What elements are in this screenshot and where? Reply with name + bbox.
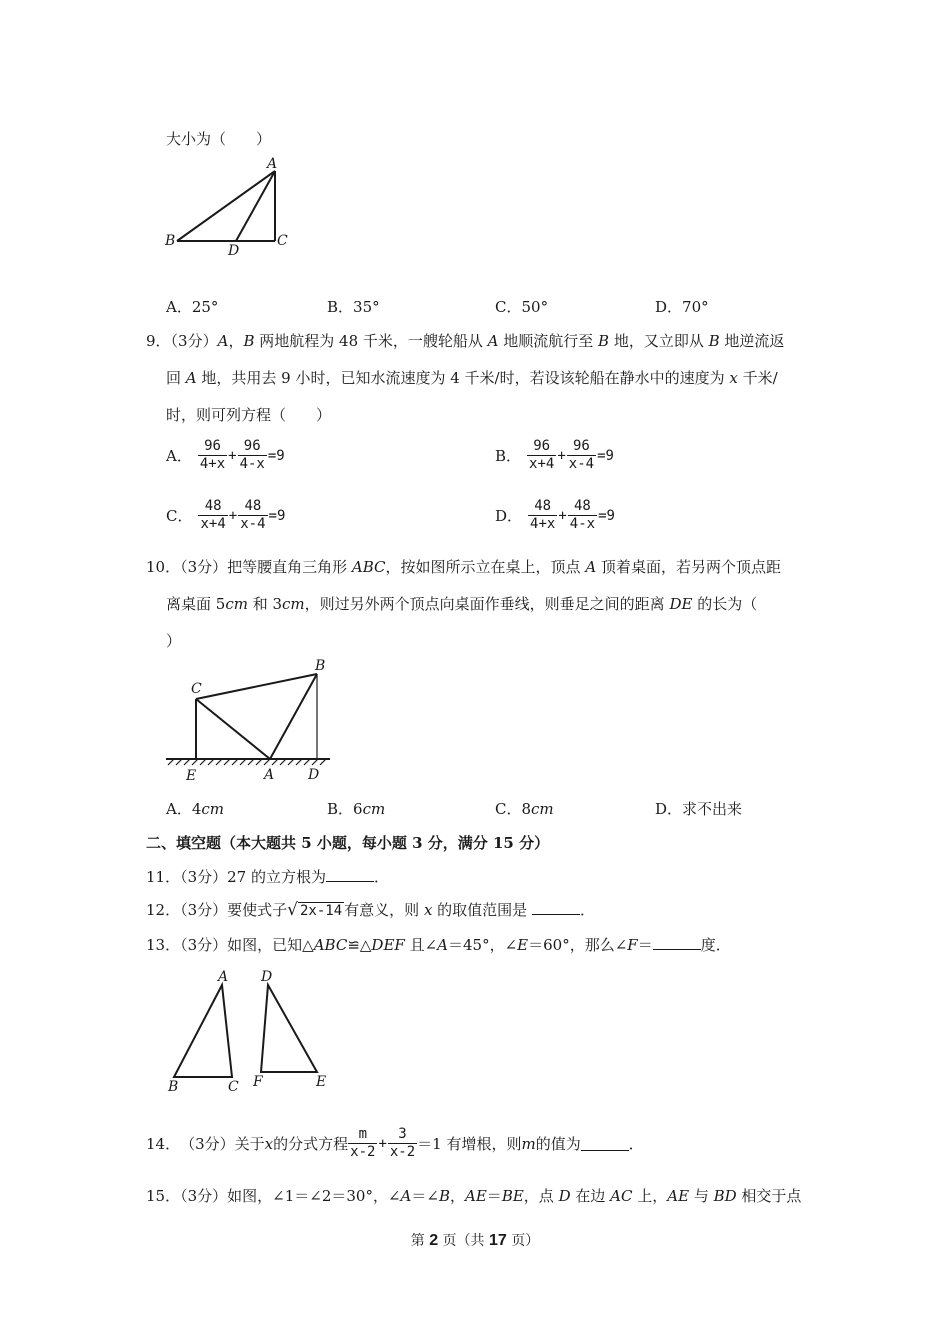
rhs: =9	[598, 507, 615, 524]
text: ．	[579, 901, 595, 919]
option-key: C．	[166, 507, 193, 525]
var: A	[217, 332, 229, 350]
q9-option-d[interactable]	[495, 498, 616, 533]
question-number: 14．	[146, 1135, 181, 1153]
option-key: B．	[495, 447, 522, 465]
option-key: A．	[166, 447, 192, 465]
var: A	[437, 936, 448, 954]
option-value: 求不出来	[682, 800, 743, 818]
question-number: 12．	[146, 901, 181, 919]
page-total: 17	[489, 1232, 507, 1249]
page-number: 2	[429, 1232, 439, 1249]
denominator: x+4	[200, 516, 226, 532]
plus: +	[228, 507, 238, 524]
fraction	[527, 438, 556, 473]
q13-triangle-abc	[174, 985, 232, 1077]
numerator: 96	[198, 438, 227, 456]
text: 要使式子	[227, 901, 288, 919]
text: 地，又立即从	[609, 332, 709, 350]
q10-label-a: A	[264, 767, 275, 783]
text: ＝∠	[411, 1187, 439, 1205]
question-score: （3分）	[170, 332, 218, 350]
option-text: 50°	[521, 298, 549, 316]
text: ≌△	[347, 936, 372, 954]
var: A	[185, 369, 197, 387]
unit: cm	[225, 595, 248, 613]
numerator: m	[348, 1126, 377, 1144]
denominator: x-4	[568, 456, 595, 472]
answer-blank[interactable]	[653, 948, 701, 950]
denominator: 4+x	[530, 516, 556, 532]
q10-seg-ab	[270, 674, 317, 759]
q8-label-c: C	[277, 233, 288, 249]
q14-line	[146, 1126, 644, 1161]
var: AE	[465, 1187, 487, 1205]
text: ＝45°，∠	[448, 936, 518, 954]
question-number: 15．	[146, 1187, 181, 1205]
question-number: 13．	[146, 936, 181, 954]
option-unit: cm	[201, 800, 225, 818]
fraction	[348, 1126, 377, 1161]
q13-label-b: B	[168, 1079, 179, 1095]
q13-triangle-def	[261, 985, 317, 1072]
text: 有意义，则	[344, 901, 424, 919]
question-score: （3分）	[180, 901, 228, 919]
text: 上，	[632, 1187, 668, 1205]
option-value: 6	[353, 800, 363, 818]
var: B	[708, 332, 720, 350]
rhs: =9	[268, 507, 286, 524]
rhs: =9	[597, 447, 614, 464]
option-unit: cm	[362, 800, 386, 818]
q9-line-2	[166, 367, 778, 388]
q8-seg-ad	[236, 171, 275, 241]
text: ，	[449, 1187, 465, 1205]
question-score: （3分）	[180, 936, 228, 954]
q8-option-b[interactable]	[327, 296, 380, 317]
rhs: =9	[267, 447, 285, 464]
q13-line	[146, 934, 731, 955]
q10-seg-cb	[196, 674, 317, 699]
var: D	[558, 1187, 571, 1205]
var: A	[400, 1187, 412, 1205]
var: BD	[713, 1187, 737, 1205]
question-score: （3分）	[180, 868, 228, 886]
question-number: 11．	[146, 868, 181, 886]
var: B	[598, 332, 610, 350]
var: BE	[501, 1187, 524, 1205]
answer-blank[interactable]	[581, 1149, 629, 1151]
radicand: 2x-14	[300, 903, 343, 919]
q15-line	[146, 1185, 801, 1206]
option-key: D．	[655, 800, 683, 818]
var: DEF	[371, 936, 405, 954]
text: 的长为（	[692, 595, 758, 613]
numerator: 3	[388, 1126, 417, 1144]
q8-option-d[interactable]	[655, 296, 709, 317]
option-key: C．	[495, 800, 522, 818]
question-score: （3分）	[180, 1187, 228, 1205]
text: ，按如图所示立在桌上，顶点	[385, 558, 586, 576]
q10-label-e: E	[186, 768, 197, 784]
q8-label-a: A	[267, 156, 278, 172]
option-key: B．	[327, 800, 354, 818]
plus: +	[228, 447, 237, 464]
text: 地顺流航行至	[498, 332, 599, 350]
q9-option-b[interactable]	[495, 438, 615, 473]
text: ＝60°，那么∠	[528, 936, 628, 954]
option-key: B．	[327, 298, 354, 316]
q8-triangle-figure	[160, 155, 295, 260]
fraction	[567, 438, 596, 473]
var: ABC	[313, 936, 348, 954]
text: 地逆流返	[719, 332, 785, 350]
fraction	[568, 498, 597, 533]
var: ABC	[351, 558, 386, 576]
page-footer	[0, 1230, 950, 1250]
option-key: D．	[655, 298, 683, 316]
q10-line-3: ）	[166, 632, 182, 650]
var: x	[729, 369, 738, 387]
var: DE	[669, 595, 693, 613]
q8-option-a[interactable]	[166, 296, 218, 317]
text: 在边	[570, 1187, 611, 1205]
numerator: 48	[238, 498, 267, 516]
var: A	[585, 558, 597, 576]
q10-line-2	[166, 593, 757, 614]
plus: +	[378, 1135, 387, 1152]
q10-label-b: B	[315, 658, 326, 674]
text: ，点	[523, 1187, 559, 1205]
denominator: 4-x	[239, 456, 265, 472]
q10-triangle-figure	[160, 655, 340, 785]
text: 地，共用去 9 小时，已知水流速度为 4 千米/时，若设该轮船在静水中的速度为	[196, 369, 730, 387]
q11-line	[146, 866, 389, 887]
var: A	[487, 332, 499, 350]
q8-option-c[interactable]	[495, 296, 548, 317]
denominator: 4-x	[569, 516, 596, 532]
text: 页（共	[438, 1233, 489, 1249]
numerator: 48	[198, 498, 227, 516]
text: ＝	[637, 936, 653, 954]
section-2-title: 二、填空题（本大题共 5 小题，每小题 3 分，满分 15 分）	[146, 834, 550, 852]
q13-label-a: A	[218, 969, 229, 985]
text: 相交于点	[736, 1187, 802, 1205]
text: 千米/	[737, 369, 778, 387]
option-text: 25°	[191, 298, 219, 316]
text: 的分式方程	[273, 1135, 349, 1153]
question-score: （3分）	[180, 1135, 235, 1153]
numerator: 96	[238, 438, 267, 456]
denominator: x+4	[529, 456, 555, 472]
q9-line-1	[146, 330, 784, 351]
option-key: A．	[166, 800, 192, 818]
var: B	[438, 1187, 450, 1205]
q13-label-e: E	[316, 1074, 327, 1090]
text: 第	[410, 1233, 430, 1249]
var: x	[423, 901, 433, 919]
var: AE	[667, 1187, 690, 1205]
fraction	[198, 498, 227, 533]
text: 和 3	[247, 595, 283, 613]
sqrt-sign: √	[287, 900, 298, 920]
q10-option-b[interactable]	[327, 798, 385, 819]
text: ＝	[486, 1187, 502, 1205]
text: ，则过另外两个顶点向桌面作垂线，则垂足之间的距离	[304, 595, 670, 613]
q13-label-c: C	[228, 1079, 239, 1095]
option-key: A．	[166, 298, 192, 316]
text: 的取值范围是	[432, 901, 532, 919]
text: 回	[166, 369, 186, 387]
numerator: 48	[568, 498, 597, 516]
text: 把等腰直角三角形	[227, 558, 352, 576]
text: 顶着桌面，若另两个顶点距	[596, 558, 781, 576]
answer-blank[interactable]	[532, 913, 580, 915]
text: 离桌面 5	[166, 595, 226, 613]
text: 27 的立方根为	[227, 868, 326, 886]
option-value: 4	[191, 800, 202, 818]
option-text: 35°	[353, 298, 380, 316]
question-number: 9．	[146, 332, 171, 350]
q12-line	[146, 899, 595, 920]
q10-label-d: D	[308, 767, 320, 783]
text: 页）	[506, 1233, 540, 1249]
option-key: D．	[495, 507, 523, 525]
q8-stem-tail: 大小为（ ）	[166, 130, 272, 148]
text: 关于	[234, 1135, 265, 1153]
text: 且∠	[404, 936, 438, 954]
q13-triangles-figure	[160, 965, 340, 1100]
question-score: （3分）	[180, 558, 228, 576]
numerator: 96	[527, 438, 556, 456]
option-text: 70°	[682, 298, 709, 316]
fraction	[238, 438, 267, 473]
q10-label-c: C	[191, 681, 202, 697]
text: 如图，已知△	[227, 936, 314, 954]
var: E	[517, 936, 529, 954]
var: AC	[610, 1187, 633, 1205]
denominator: x-4	[240, 516, 266, 532]
answer-blank[interactable]	[326, 880, 374, 882]
q10-option-d[interactable]	[655, 798, 742, 819]
option-value: 8	[521, 800, 532, 818]
denominator: x-2	[389, 1144, 416, 1160]
q8-seg-ba	[177, 171, 275, 241]
q13-label-f: F	[253, 1074, 263, 1090]
text: 如图，∠1＝∠2＝30°，∠	[227, 1187, 401, 1205]
q8-label-d: D	[228, 243, 240, 259]
option-unit: cm	[531, 800, 554, 818]
option-key: C．	[495, 298, 522, 316]
denominator: 4+x	[199, 456, 226, 472]
var: F	[627, 936, 638, 954]
var: x	[264, 1134, 274, 1153]
text: ，	[228, 332, 244, 350]
var: m	[521, 1134, 536, 1153]
fraction	[388, 1126, 417, 1161]
text: ．	[374, 868, 390, 886]
text: 的值为	[535, 1135, 581, 1153]
q10-option-c[interactable]	[495, 798, 554, 819]
fraction	[238, 498, 267, 533]
q9-option-c[interactable]	[166, 498, 286, 533]
q10-option-a[interactable]	[166, 798, 224, 819]
numerator: 96	[567, 438, 596, 456]
text: ＝1 有增根，则	[417, 1135, 522, 1153]
question-number: 10．	[146, 558, 181, 576]
numerator: 48	[528, 498, 557, 516]
denominator: x-2	[350, 1144, 376, 1160]
var: B	[243, 332, 255, 350]
fraction	[528, 498, 557, 533]
unit: cm	[282, 595, 305, 613]
plus: +	[558, 507, 567, 524]
q8-label-b: B	[165, 233, 176, 249]
q13-label-d: D	[261, 969, 273, 985]
plus: +	[557, 447, 566, 464]
q10-line-1	[146, 556, 781, 577]
text: 度．	[700, 936, 731, 954]
q9-line-3: 时，则可列方程（ ）	[166, 406, 332, 424]
text: 与	[689, 1187, 714, 1205]
text: ．	[628, 1135, 644, 1153]
fraction	[198, 438, 227, 473]
q9-option-a[interactable]	[166, 438, 286, 473]
q10-seg-ca	[196, 699, 270, 759]
text: 两地航程为 48 千米，一艘轮船从	[254, 332, 488, 350]
